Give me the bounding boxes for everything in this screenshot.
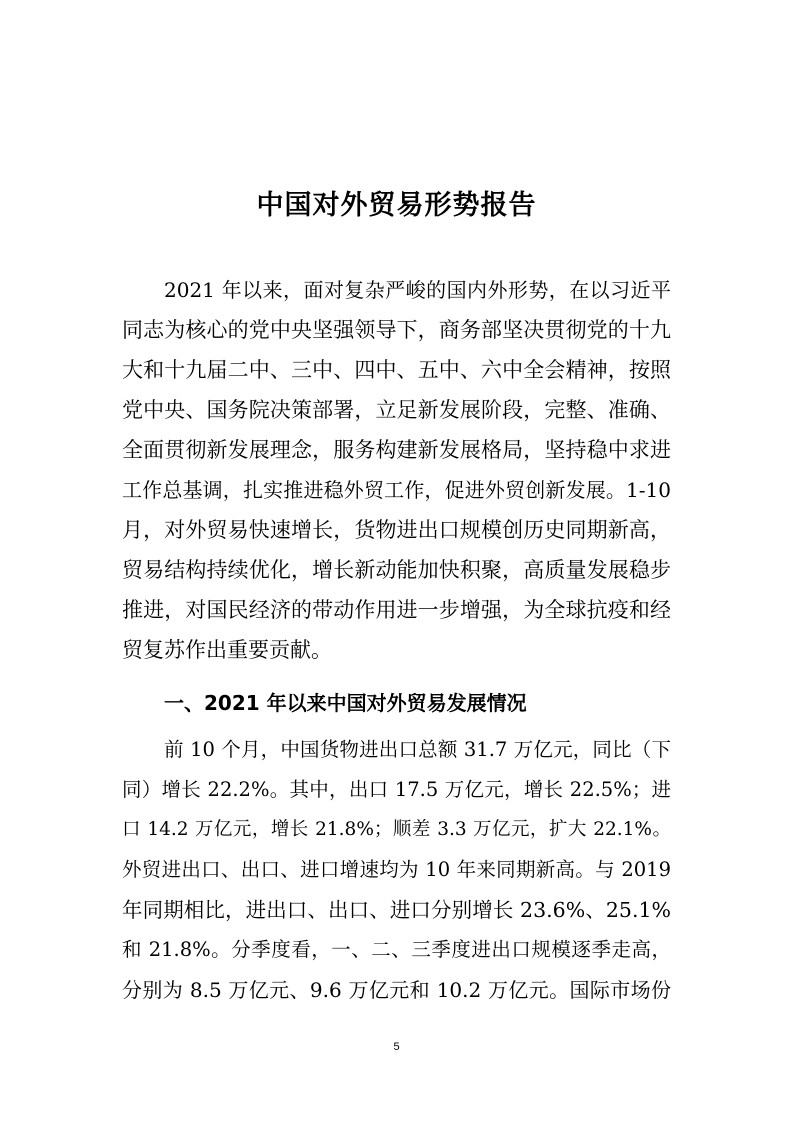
section-heading: 一、2021 年以来中国对外贸易发展情况 <box>164 691 527 715</box>
intro-line-10: 贸复苏作出重要贡献。 <box>122 638 332 662</box>
intro-line-5: 全面贯彻新发展理念，服务构建新发展格局，坚持稳中求进 <box>122 438 671 462</box>
section-line-3: 口 14.2 万亿元，增长 21.8%；顺差 3.3 万亿元，扩大 22.1%。 <box>122 819 671 840</box>
intro-line-7: 月，对外贸易快速增长，货物进出口规模创历史同期新高， <box>122 518 671 542</box>
intro-line-4: 党中央、国务院决策部署，立足新发展阶段，完整、准确、 <box>122 398 671 422</box>
section-line-2: 同）增长 22.2%。其中，出口 17.5 万亿元，增长 22.5%；进 <box>122 778 671 801</box>
intro-line-8: 贸易结构持续优化，增长新动能加快积聚，高质量发展稳步 <box>122 558 671 582</box>
section-line-5: 年同期相比，进出口、出口、进口分别增长 23.6%、25.1% <box>122 898 671 922</box>
intro-line-3: 大和十九届二中、三中、四中、五中、六中全会精神，按照 <box>122 358 671 382</box>
intro-line-2: 同志为核心的党中央坚强领导下，商务部坚决贯彻党的十九 <box>122 318 671 342</box>
section-line-7: 分别为 8.5 万亿元、9.6 万亿元和 10.2 万亿元。国际市场份 <box>122 978 671 1002</box>
document-title: 中国对外贸易形势报告 <box>256 190 537 221</box>
intro-line-1: 2021 年以来，面对复杂严峻的国内外形势，在以习近平 <box>164 278 671 302</box>
intro-line-9: 推进，对国民经济的带动作用进一步增强，为全球抗疫和经 <box>122 598 671 622</box>
section-line-6: 和 21.8%。分季度看，一、二、三季度进出口规模逐季走高， <box>122 938 671 961</box>
intro-line-6: 工作总基调，扎实推进稳外贸工作，促进外贸创新发展。1-10 <box>122 478 671 502</box>
section-line-4: 外贸进出口、出口、进口增速均为 10 年来同期新高。与 2019 <box>122 858 671 881</box>
section-line-1: 前 10 个月，中国货物进出口总额 31.7 万亿元，同比（下 <box>164 738 671 761</box>
page-number: 5 <box>393 1041 400 1053</box>
